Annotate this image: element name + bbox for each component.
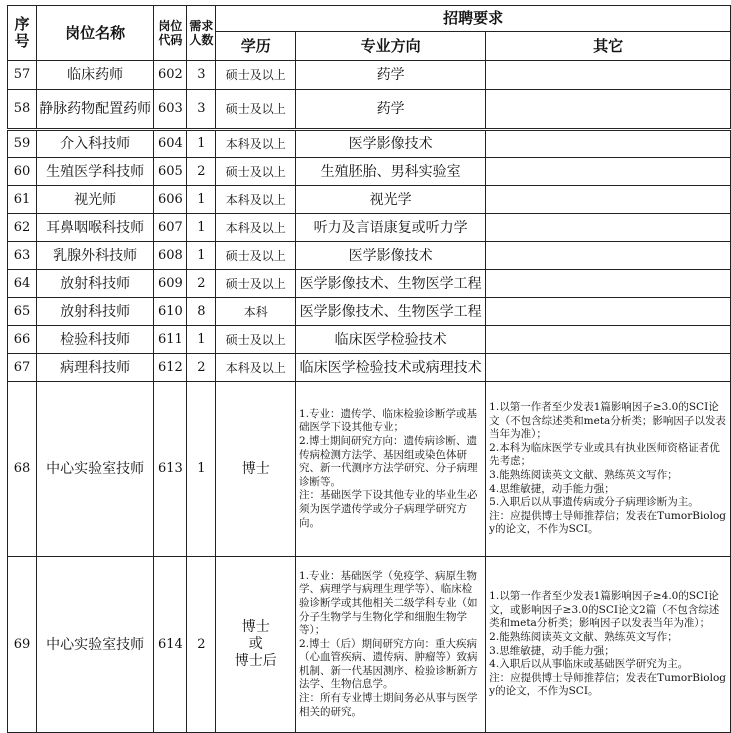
header-position-code — [154, 6, 187, 61]
row-position-code: 605 — [154, 158, 187, 186]
row-seq: 58 — [8, 90, 37, 130]
row-seq: 66 — [8, 326, 37, 354]
row-position-name: 临床药师 — [36, 61, 153, 90]
row-other — [486, 214, 731, 242]
row-education: 本科及以上 — [216, 354, 296, 382]
row-position-code: 609 — [154, 270, 187, 298]
row-education: 硕士及以上 — [216, 242, 296, 270]
major-line: 注：基础医学下设其他专业的毕业生必须为医学遗传学或分子病理学研究方向。 — [299, 489, 478, 529]
row-seq: 62 — [8, 214, 37, 242]
row-position-name: 介入科技师 — [36, 130, 153, 158]
header-position-name: 岗位名称 — [36, 6, 153, 61]
table-row — [8, 298, 731, 326]
table-row — [8, 382, 731, 557]
row-position-name: 放射科技师 — [36, 270, 153, 298]
other-line: 1.以第一作者至少发表1篇影响因子≥3.0的SCI论文（不包含综述类和meta分析类；影响因子以发表当年为准）； — [489, 401, 726, 441]
table-row — [8, 242, 731, 270]
row-other — [486, 61, 731, 90]
row-education: 本科及以上 — [216, 186, 296, 214]
row-major: 听力及言语康复或听力学 — [296, 214, 486, 242]
education-line: 博士 — [241, 460, 270, 477]
major-line: 2.博士期间研究方向：遗传病诊断、遗传病检测方法学、基因组或染色体研究、新一代测序方法学研究、分子病理诊断等。 — [299, 435, 478, 488]
header-seq-label: 序号 — [14, 15, 30, 50]
table-row — [8, 61, 731, 90]
table-row — [8, 90, 731, 130]
row-position-name: 生殖医学科技师 — [36, 158, 153, 186]
header-education: 学历 — [216, 32, 296, 61]
education-line: 博士 — [241, 619, 270, 635]
major-line: 1.专业：基础医学（免疫学、病原生物学、病理学与病理生理学等）、临床检验诊断学或其他相关二级学科专业（如分子生物学与生物化学和细胞生物学等）； — [299, 569, 478, 637]
row-headcount: 1 — [187, 382, 216, 557]
row-major: 药学 — [296, 61, 486, 90]
table-row — [8, 326, 731, 354]
row-education: 硕士及以上 — [216, 90, 296, 130]
row-education: 硕士及以上 — [216, 158, 296, 186]
row-seq: 68 — [8, 382, 37, 557]
row-position-name: 耳鼻咽喉科技师 — [36, 214, 153, 242]
other-line: 5.入职后以从事遗传病或分子病理诊断为主。 — [489, 496, 699, 509]
row-seq: 61 — [8, 186, 37, 214]
row-headcount: 2 — [187, 557, 216, 733]
header-seq — [8, 6, 37, 61]
header-other: 其它 — [486, 32, 731, 61]
table-row — [8, 214, 731, 242]
row-major: 医学影像技术 — [296, 130, 486, 158]
row-education: 本科及以上 — [216, 130, 296, 158]
major-line: 1.专业：遗传学、临床检验诊断学或基础医学下设其他专业； — [299, 407, 478, 434]
row-other — [486, 90, 731, 130]
row-education: 硕士及以上 — [216, 270, 296, 298]
row-headcount: 3 — [187, 61, 216, 90]
row-position-code: 613 — [154, 382, 187, 557]
education-line: 或 — [248, 636, 263, 652]
row-headcount: 1 — [187, 186, 216, 214]
row-headcount: 2 — [187, 158, 216, 186]
other-line: 4.思维敏捷，动手能力强； — [489, 482, 615, 495]
row-headcount: 1 — [187, 214, 216, 242]
row-seq: 64 — [8, 270, 37, 298]
row-seq: 63 — [8, 242, 37, 270]
table-row — [8, 130, 731, 158]
row-other — [486, 270, 731, 298]
other-line: 注：应提供博士导师推荐信；发表在TumorBiology的论文，不作为SCI。 — [489, 671, 727, 698]
row-position-code: 614 — [154, 557, 187, 733]
row-position-code: 607 — [154, 214, 187, 242]
other-line: 3.能熟练阅读英文文献、熟练英文写作； — [489, 469, 678, 481]
row-seq: 60 — [8, 158, 37, 186]
row-major — [296, 382, 486, 557]
row-position-name: 病理科技师 — [36, 354, 153, 382]
row-education — [216, 557, 296, 733]
row-position-name: 中心实验室技师 — [36, 557, 153, 733]
header-headcount-label: 需求人数 — [189, 19, 214, 47]
row-headcount: 2 — [187, 270, 216, 298]
row-headcount: 2 — [187, 354, 216, 382]
row-major: 医学影像技术、生物医学工程 — [296, 270, 486, 298]
row-headcount: 8 — [187, 298, 216, 326]
header-headcount — [187, 6, 216, 61]
row-headcount: 1 — [187, 130, 216, 158]
row-position-code: 612 — [154, 354, 187, 382]
row-seq: 65 — [8, 298, 37, 326]
row-other — [486, 354, 731, 382]
table-row — [8, 186, 731, 214]
row-other — [486, 242, 731, 270]
row-major: 医学影像技术、生物医学工程 — [296, 298, 486, 326]
row-major: 药学 — [296, 90, 486, 130]
header-position-code-label: 岗位代码 — [158, 19, 183, 47]
row-education: 硕士及以上 — [216, 61, 296, 90]
row-education: 本科 — [216, 298, 296, 326]
table-row — [8, 354, 731, 382]
row-other — [486, 298, 731, 326]
other-line: 4.入职后以从事临床或基础医学研究为主。 — [489, 658, 689, 671]
row-headcount: 1 — [187, 242, 216, 270]
row-major: 生殖胚胎、男科实验室 — [296, 158, 486, 186]
other-line: 2.能熟练阅读英文文献、熟练英文写作； — [489, 630, 678, 643]
row-education — [216, 382, 296, 557]
row-position-code: 603 — [154, 90, 187, 130]
other-line: 3.思维敏捷，动手能力强； — [489, 644, 615, 657]
header-requirements: 招聘要求 — [216, 6, 731, 32]
row-education: 本科及以上 — [216, 214, 296, 242]
major-line: 2.博士（后）期间研究方向：重大疾病（心血管疾病、遗传病、肿瘤等）致病机制、新一代基因测序、检验诊断新方法学、生物信息学。 — [299, 637, 478, 691]
row-position-name: 中心实验室技师 — [36, 382, 153, 557]
table-row — [8, 557, 731, 733]
row-headcount: 1 — [187, 326, 216, 354]
other-line: 注：应提供博士导师推荐信；发表在TumorBiology的论文，不作为SCI。 — [489, 509, 727, 536]
row-major: 视光学 — [296, 186, 486, 214]
row-other — [486, 326, 731, 354]
row-position-name: 乳腺外科技师 — [36, 242, 153, 270]
row-position-name: 视光师 — [36, 186, 153, 214]
row-position-name: 静脉药物配置药师 — [36, 90, 153, 130]
row-position-code: 611 — [154, 326, 187, 354]
row-major: 医学影像技术 — [296, 242, 486, 270]
row-education: 硕士及以上 — [216, 326, 296, 354]
row-position-code: 604 — [154, 130, 187, 158]
row-position-code: 602 — [154, 61, 187, 90]
row-seq: 59 — [8, 130, 37, 158]
row-other — [486, 557, 731, 733]
other-line: 1.以第一作者至少发表1篇影响因子≥4.0的SCI论文，或影响因子≥3.0的SCI论文2篇（不包含综述类和meta分析类；影响因子以发表当年为准）； — [489, 590, 720, 630]
header-major: 专业方向 — [296, 32, 486, 61]
row-major: 临床医学检验技术或病理技术 — [296, 354, 486, 382]
other-line: 2.本科为临床医学专业或具有执业医师资格证者优先考虑； — [489, 441, 720, 468]
row-other — [486, 158, 731, 186]
major-line: 注：所有专业博士期间务必从事与医学相关的研究。 — [299, 692, 478, 718]
row-position-name: 放射科技师 — [36, 298, 153, 326]
row-seq: 69 — [8, 557, 37, 733]
row-headcount: 3 — [187, 90, 216, 130]
row-other — [486, 382, 731, 557]
row-seq: 67 — [8, 354, 37, 382]
row-major: 临床医学检验技术 — [296, 326, 486, 354]
row-position-code: 610 — [154, 298, 187, 326]
row-seq: 57 — [8, 61, 37, 90]
row-position-code: 606 — [154, 186, 187, 214]
education-line: 博士后 — [234, 653, 277, 669]
recruitment-table — [7, 5, 731, 733]
table-row — [8, 270, 731, 298]
row-position-code: 608 — [154, 242, 187, 270]
row-other — [486, 130, 731, 158]
table-row — [8, 158, 731, 186]
row-major — [296, 557, 486, 733]
row-other — [486, 186, 731, 214]
row-position-name: 检验科技师 — [36, 326, 153, 354]
